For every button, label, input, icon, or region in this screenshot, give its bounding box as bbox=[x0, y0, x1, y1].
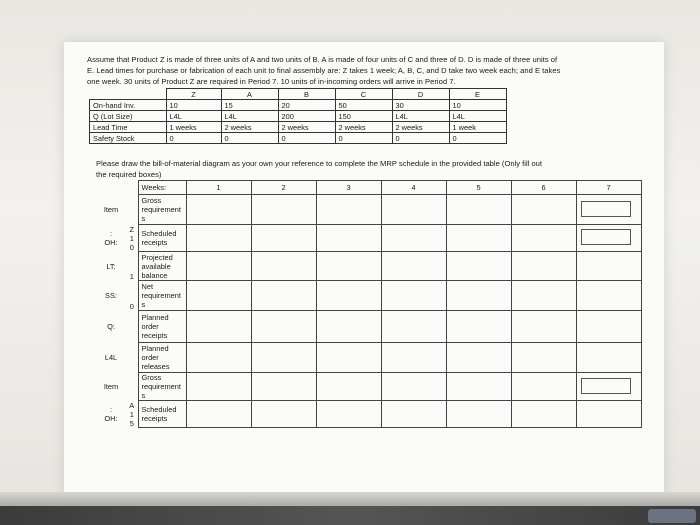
mrp-cell[interactable] bbox=[511, 225, 576, 252]
mrp-cell[interactable] bbox=[251, 311, 316, 343]
lt-label: LT: bbox=[106, 261, 116, 271]
param-cell: 0 bbox=[392, 133, 449, 144]
mrp-cell[interactable] bbox=[316, 195, 381, 225]
row-label-scheduled-a: Scheduled receipts bbox=[138, 401, 186, 428]
item2-colon: : bbox=[109, 405, 113, 414]
mrp-cell[interactable] bbox=[446, 343, 511, 373]
param-header-b: B bbox=[278, 89, 335, 100]
mrp-cell[interactable] bbox=[381, 225, 446, 252]
mrp-cell[interactable] bbox=[511, 311, 576, 343]
mrp-cell[interactable] bbox=[446, 252, 511, 281]
mrp-cell[interactable] bbox=[381, 281, 446, 311]
corner-badge bbox=[648, 509, 696, 523]
row-label-gross-a-suffix: s bbox=[141, 391, 146, 400]
oh-digit-1: 1 bbox=[129, 233, 134, 243]
mrp-cell[interactable] bbox=[576, 373, 641, 401]
mrp-row-net bbox=[96, 281, 641, 311]
item2-label: Item bbox=[103, 382, 119, 391]
intro-line-3: one week. 30 units of Product Z are required in Period 7. 10 units of in-incoming orders will arrive in Period 7. bbox=[87, 77, 456, 87]
param-cell: 15 bbox=[221, 100, 278, 111]
mrp-cell[interactable] bbox=[576, 401, 641, 428]
mrp-cell[interactable] bbox=[446, 311, 511, 343]
mrp-cell[interactable] bbox=[251, 373, 316, 401]
mrp-cell[interactable] bbox=[186, 195, 251, 225]
mrp-cell[interactable] bbox=[381, 252, 446, 281]
param-cell: L4L bbox=[166, 111, 221, 122]
answer-box[interactable] bbox=[581, 229, 631, 245]
param-cell: 0 bbox=[166, 133, 221, 144]
mrp-cell[interactable] bbox=[381, 401, 446, 428]
week-3: 3 bbox=[316, 181, 381, 195]
mrp-cell[interactable] bbox=[576, 281, 641, 311]
intro-line-1: Assume that Product Z is made of three units of A and two units of B. A is made of four units of C and three of D. D is made of three units of bbox=[87, 55, 558, 64]
mrp-cell[interactable] bbox=[446, 373, 511, 401]
mrp-cell[interactable] bbox=[316, 343, 381, 373]
param-cell: 2 weeks bbox=[392, 122, 449, 133]
param-header-c: C bbox=[335, 89, 392, 100]
row-label-net: Net requirement bbox=[141, 282, 181, 300]
mrp-row-planned-releases bbox=[96, 343, 641, 373]
mrp-cell[interactable] bbox=[576, 311, 641, 343]
mrp-cell[interactable] bbox=[576, 252, 641, 281]
row-label-gross-suffix: s bbox=[141, 214, 146, 223]
param-header-e: E bbox=[449, 89, 506, 100]
param-header-a: A bbox=[221, 89, 278, 100]
param-cell: L4L bbox=[449, 111, 506, 122]
params-row-lotsize bbox=[90, 111, 507, 122]
param-cell: L4L bbox=[221, 111, 278, 122]
mrp-schedule-table bbox=[96, 180, 642, 428]
problem-statement bbox=[87, 54, 647, 88]
mrp-row-planned-receipts bbox=[96, 311, 641, 343]
mrp-cell[interactable] bbox=[316, 401, 381, 428]
ss-value: 0 bbox=[129, 301, 134, 311]
mrp-cell[interactable] bbox=[251, 252, 316, 281]
mrp-cell[interactable] bbox=[186, 252, 251, 281]
row-label-planned-receipts: Planned order receipts bbox=[138, 311, 186, 343]
mrp-cell[interactable] bbox=[316, 373, 381, 401]
week-1: 1 bbox=[186, 181, 251, 195]
param-cell: 0 bbox=[335, 133, 392, 144]
param-header-d: D bbox=[392, 89, 449, 100]
params-row-safetystock bbox=[90, 133, 507, 144]
params-row-onhand bbox=[90, 100, 507, 111]
mrp-row-scheduled-a bbox=[96, 401, 641, 428]
mrp-row-gross bbox=[96, 195, 641, 225]
mrp-cell[interactable] bbox=[511, 373, 576, 401]
mrp-cell[interactable] bbox=[251, 401, 316, 428]
q-value: L4L bbox=[104, 353, 118, 362]
param-label: Safety Stock bbox=[90, 133, 167, 144]
mrp-cell[interactable] bbox=[381, 195, 446, 225]
param-cell: 150 bbox=[335, 111, 392, 122]
weeks-label: Weeks: bbox=[138, 181, 186, 195]
mrp-cell[interactable] bbox=[186, 401, 251, 428]
param-label: On-hand Inv. bbox=[90, 100, 167, 111]
param-cell: 10 bbox=[166, 100, 221, 111]
mrp-row-scheduled bbox=[96, 225, 641, 252]
mrp-cell[interactable] bbox=[446, 401, 511, 428]
mrp-cell[interactable] bbox=[251, 281, 316, 311]
item-value: Z bbox=[129, 224, 134, 234]
oh2-digit-2: 5 bbox=[129, 418, 134, 428]
mrp-cell[interactable] bbox=[576, 225, 641, 252]
row-label-scheduled: Scheduled receipts bbox=[138, 225, 186, 252]
week-7: 7 bbox=[576, 181, 641, 195]
answer-box[interactable] bbox=[581, 378, 631, 394]
instructions bbox=[96, 158, 636, 180]
week-2: 2 bbox=[251, 181, 316, 195]
mrp-cell[interactable] bbox=[381, 311, 446, 343]
param-cell: 2 weeks bbox=[278, 122, 335, 133]
mrp-cell[interactable] bbox=[186, 373, 251, 401]
param-header-z: Z bbox=[166, 89, 221, 100]
row-label-gross-a: Gross requirement bbox=[141, 373, 181, 391]
param-cell: 2 weeks bbox=[335, 122, 392, 133]
mrp-row-gross-a bbox=[96, 373, 641, 401]
mrp-cell[interactable] bbox=[576, 195, 641, 225]
mrp-cell[interactable] bbox=[316, 311, 381, 343]
row-label-net-suffix: s bbox=[141, 300, 146, 309]
param-cell: 0 bbox=[278, 133, 335, 144]
mrp-cell[interactable] bbox=[511, 343, 576, 373]
param-cell: 1 week bbox=[449, 122, 506, 133]
mrp-cell[interactable] bbox=[446, 195, 511, 225]
item-colon: : bbox=[109, 229, 113, 238]
param-label: Lead Time bbox=[90, 122, 167, 133]
mrp-cell[interactable] bbox=[186, 343, 251, 373]
params-header-row bbox=[90, 89, 507, 100]
row-label-planned-releases: Planned order releases bbox=[138, 343, 186, 373]
param-cell: 200 bbox=[278, 111, 335, 122]
mrp-cell[interactable] bbox=[186, 311, 251, 343]
oh2-digit-1: 1 bbox=[129, 409, 134, 419]
mrp-cell[interactable] bbox=[511, 252, 576, 281]
oh2-label: OH: bbox=[104, 414, 118, 423]
param-cell: L4L bbox=[392, 111, 449, 122]
mrp-cell[interactable] bbox=[511, 281, 576, 311]
mrp-cell[interactable] bbox=[446, 281, 511, 311]
mrp-cell[interactable] bbox=[381, 343, 446, 373]
mrp-cell[interactable] bbox=[316, 225, 381, 252]
week-5: 5 bbox=[446, 181, 511, 195]
mrp-cell[interactable] bbox=[316, 281, 381, 311]
oh-digit-2: 0 bbox=[129, 242, 134, 252]
q-label: Q: bbox=[107, 322, 115, 331]
mrp-cell[interactable] bbox=[251, 343, 316, 373]
instructions-line-2: the required boxes) bbox=[96, 170, 162, 179]
row-label-projected: Projected available balance bbox=[138, 252, 186, 281]
mrp-cell[interactable] bbox=[316, 252, 381, 281]
lt-value: 1 bbox=[129, 271, 134, 281]
mrp-cell[interactable] bbox=[251, 195, 316, 225]
param-label: Q (Lot Size) bbox=[90, 111, 167, 122]
ss-label: SS: bbox=[105, 291, 117, 300]
mrp-cell[interactable] bbox=[511, 195, 576, 225]
instructions-line-1: Please draw the bill-of-material diagram as your own your reference to complete the MRP schedule in the provided table (Only fill out bbox=[96, 159, 543, 168]
answer-box[interactable] bbox=[581, 201, 631, 217]
mrp-cell[interactable] bbox=[251, 225, 316, 252]
mrp-weeks-row bbox=[96, 181, 641, 195]
mrp-cell[interactable] bbox=[186, 281, 251, 311]
param-cell: 10 bbox=[449, 100, 506, 111]
param-cell: 0 bbox=[221, 133, 278, 144]
item-label: Item bbox=[103, 205, 119, 214]
param-cell: 50 bbox=[335, 100, 392, 111]
week-6: 6 bbox=[511, 181, 576, 195]
param-cell: 20 bbox=[278, 100, 335, 111]
oh-label: OH: bbox=[104, 238, 118, 247]
parameters-table bbox=[89, 88, 507, 144]
mrp-cell[interactable] bbox=[576, 343, 641, 373]
mrp-cell[interactable] bbox=[186, 225, 251, 252]
intro-line-2: E. Lead times for purchase or fabrication of each unit to final assembly are: Z takes 1 week; A, B, C, and D take two week each; and E takes bbox=[87, 66, 561, 76]
mrp-cell[interactable] bbox=[446, 225, 511, 252]
mrp-row-projected bbox=[96, 252, 641, 281]
mrp-cell[interactable] bbox=[381, 373, 446, 401]
params-row-leadtime bbox=[90, 122, 507, 133]
screen-bezel bbox=[0, 506, 700, 525]
item2-value: A bbox=[129, 400, 135, 410]
param-cell: 2 weeks bbox=[221, 122, 278, 133]
row-label-gross: Gross requirement bbox=[141, 196, 181, 214]
param-cell: 0 bbox=[449, 133, 506, 144]
param-cell: 1 weeks bbox=[166, 122, 221, 133]
week-4: 4 bbox=[381, 181, 446, 195]
param-cell: 30 bbox=[392, 100, 449, 111]
mrp-cell[interactable] bbox=[511, 401, 576, 428]
